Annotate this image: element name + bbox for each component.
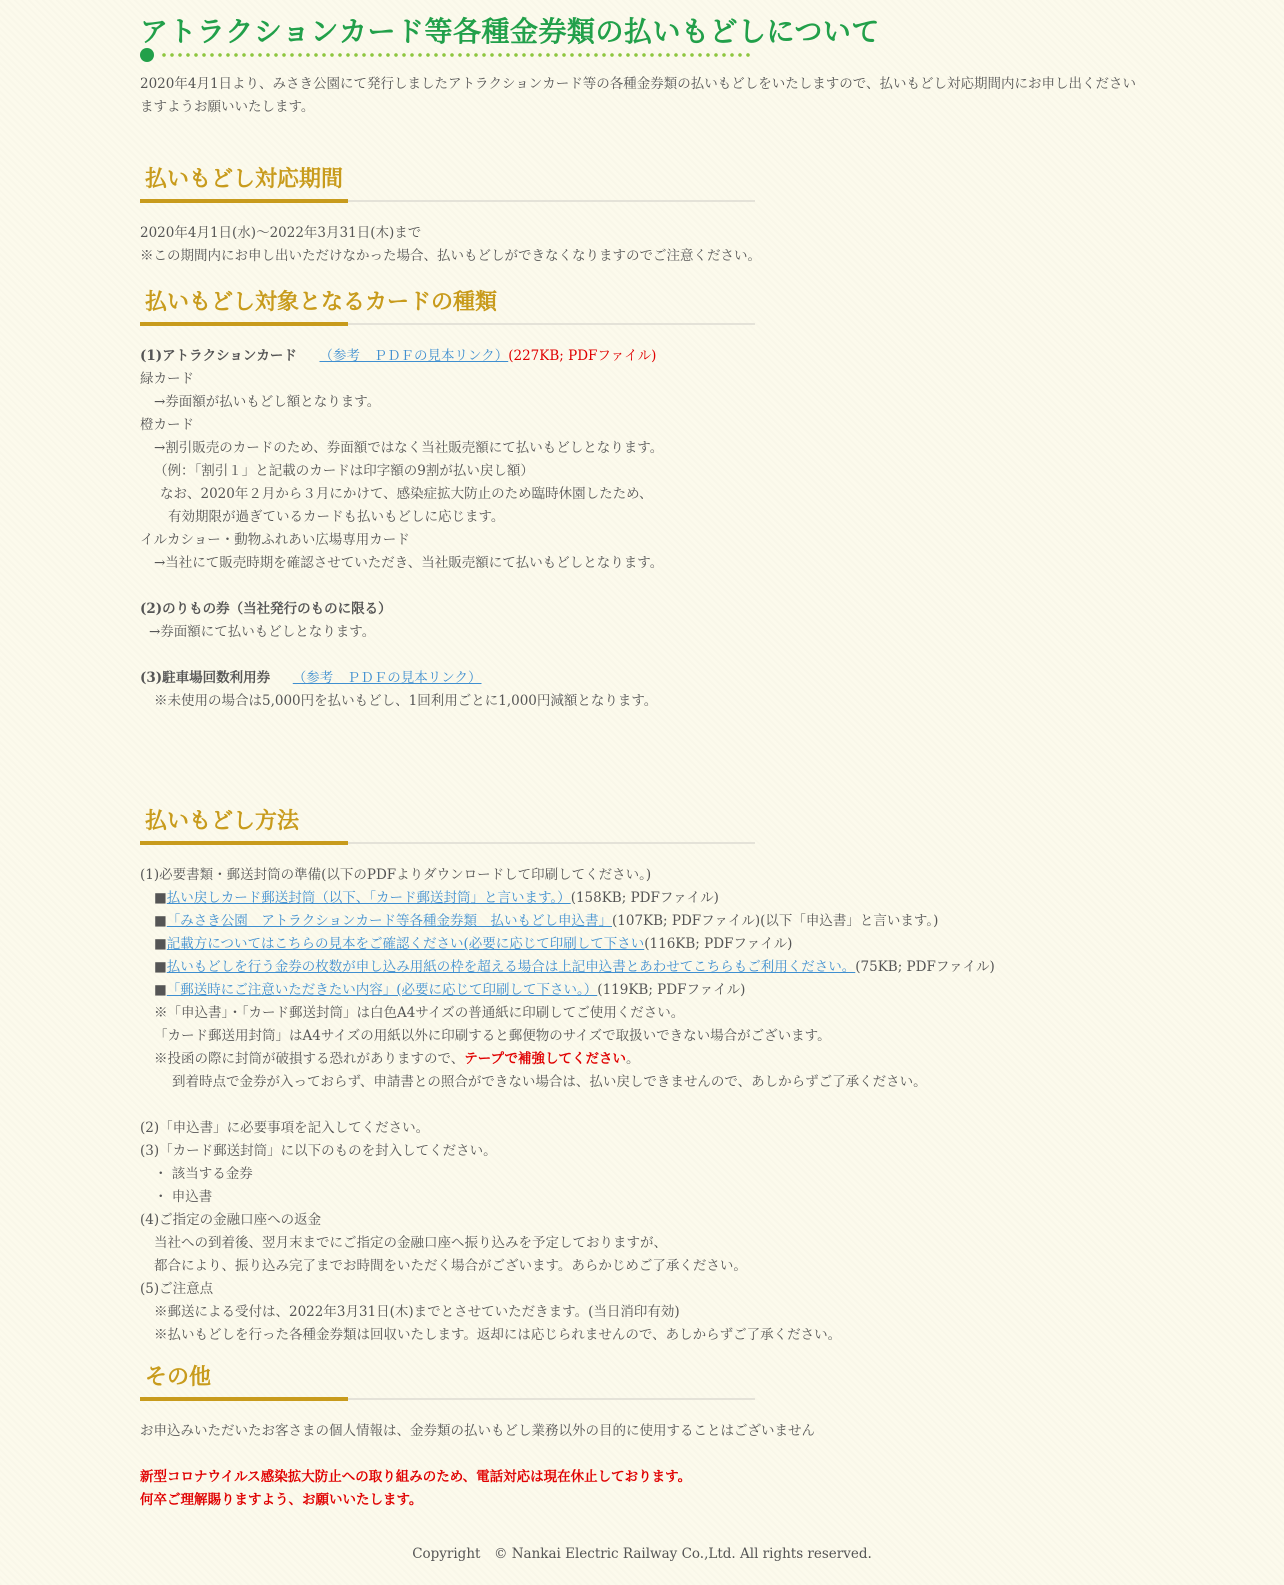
- tape-note-pre: ※投函の際に封筒が破損する恐れがありますので、: [154, 1051, 465, 1067]
- tape-note-emphasis: テープで補強してください: [464, 1051, 626, 1067]
- bullet-icon: ■: [154, 936, 167, 952]
- ride-ticket-desc: →券面額にて払いもどしとなります。: [149, 624, 376, 640]
- method-heading: 払いもどし方法: [145, 809, 300, 834]
- attraction-file-size: (227KB; PDFファイル): [508, 348, 657, 364]
- envelope-file-size: (158KB; PDFファイル): [570, 890, 719, 906]
- bullet-icon: ■: [154, 982, 167, 998]
- dolphin-card-desc: →当社にて販売時期を確認させていただき、当社販売額にて払いもどしとなります。: [154, 555, 664, 571]
- envelope-pdf-link[interactable]: 払い戻しカード郵送封筒（以下、「カード郵送封筒」と言います。）: [166, 890, 571, 906]
- mailing-notes-file-size: (119KB; PDFファイル): [597, 982, 746, 998]
- bullet-icon: ■: [154, 959, 167, 975]
- orange-card-desc: →割引販売のカードのため、券面額ではなく当社販売額にて払いもどしとなります。: [154, 440, 664, 456]
- title-dot-large: [140, 48, 154, 62]
- method-step-2: (2)「申込書」に必要事項を記入してください。: [140, 1120, 430, 1136]
- print-note-1: ※「申込書」・「カード郵送封筒」は白色A4サイズの普通紙に印刷してご使用ください。: [154, 1005, 685, 1021]
- parking-ticket-label: (3)駐車場回数利用券: [140, 670, 271, 686]
- intro-text: 2020年4月1日より、みさき公園にて発行しましたアトラクションカード等の各種金券類の払いもどしをいたしますので、払いもどし対応期間内にお申し出くださいますようお願いいたします。: [140, 76, 1136, 115]
- method-step-3: (3)「カード郵送封筒」に以下のものを封入してください。: [140, 1143, 497, 1159]
- period-dates: 2020年4月1日(水)～2022年3月31日(木)まで: [140, 225, 422, 241]
- attraction-card-row: [140, 345, 1140, 368]
- doc-application-row: [140, 910, 1140, 933]
- orange-card-example: （例：「割引１」と記載のカードは印字額の9割が払い戻し額）: [154, 463, 534, 479]
- extra-sheet-file-size: (75KB; PDFファイル): [855, 959, 995, 975]
- parking-ticket-row: [140, 667, 1140, 690]
- bullet-icon: ■: [154, 913, 167, 929]
- tape-note: [140, 1048, 1140, 1071]
- doc-envelope-row: [140, 887, 1140, 910]
- tape-note-post: 。: [625, 1051, 640, 1067]
- covid-notice-1: 新型コロナウイルス感染拡大防止への取り組みのため、電話対応は現在休止しております。: [140, 1469, 692, 1485]
- refund-note-1: 当社への到着後、翌月末までにご指定の金融口座へ振り込みを予定しておりますが、: [154, 1235, 667, 1251]
- period-heading-rule: [140, 199, 755, 203]
- enclose-item-ticket: ・ 該当する金券: [154, 1166, 253, 1182]
- attraction-sample-link[interactable]: （参考 ＰＤＦの見本リンク）: [319, 348, 509, 364]
- arrival-note: 到着時点で金券が入っておらず、申請書との照合ができない場合は、払い戻しできませんので、あしからずご了承ください。: [172, 1074, 927, 1090]
- method-step-5: (5)ご注意点: [140, 1281, 214, 1297]
- period-section: [140, 163, 1140, 268]
- method-step-4: (4)ご指定の金融口座への返金: [140, 1212, 322, 1228]
- orange-card: 橙カード: [140, 417, 194, 433]
- bullet-icon: ■: [154, 890, 167, 906]
- covid-notice-2: 何卒ご理解賜りますよう、お願いいたします。: [140, 1492, 423, 1508]
- other-heading-rule: [140, 1397, 755, 1401]
- title-dot-divider: [140, 48, 750, 62]
- cards-heading: 払いもどし対象となるカードの種類: [145, 290, 498, 315]
- period-heading: 払いもどし対応期間: [145, 167, 344, 192]
- method-heading-rule: [140, 841, 755, 845]
- ride-ticket-label: (2)のりもの券（当社発行のものに限る）: [140, 601, 392, 617]
- green-card: 緑カード: [140, 371, 194, 387]
- orange-card-note-1: なお、2020年２月から３月にかけて、感染症拡大防止のため臨時休園したため、: [160, 486, 653, 502]
- sample-file-size: (116KB; PDFファイル): [644, 936, 793, 952]
- title-dot-row: [160, 53, 750, 57]
- green-card-desc: →券面額が払いもどし額となります。: [154, 394, 381, 410]
- method-section: [140, 805, 1140, 1347]
- attraction-card-label: (1)アトラクションカード: [140, 348, 297, 364]
- print-note-2: 「カード郵送用封筒」はA4サイズの用紙以外に印刷すると郵便物のサイズで取扱いできない場合がございます。: [154, 1028, 831, 1044]
- page-title: アトラクションカード等各種金券類の払いもどしについて: [140, 15, 880, 48]
- refund-note-2: 都合により、振り込み完了までお時間をいただく場合がございます。あらかじめご了承ください。: [154, 1258, 747, 1274]
- application-file-size: (107KB; PDFファイル)(以下「申込書」と言います。): [612, 913, 939, 929]
- caution-note-1: ※郵送による受付は、2022年3月31日(木)までとさせていただきます。(当日消印有効): [154, 1304, 680, 1320]
- extra-sheet-pdf-link[interactable]: 払いもどしを行う金券の枚数が申し込み用紙の枠を超える場合は上記申込書とあわせてこちらもご利用ください。: [166, 959, 856, 975]
- sample-pdf-link[interactable]: 記載方についてはこちらの見本をご確認ください(必要に応じて印刷して下さい: [166, 936, 645, 952]
- privacy-note: お申込みいただいたお客さまの個人情報は、金券類の払いもどし業務以外の目的に使用することはございません: [140, 1423, 815, 1439]
- other-section: [140, 1361, 1140, 1512]
- method-step-1: (1)必要書類・郵送封筒の準備(以下のPDFよりダウンロードして印刷してください。): [140, 867, 652, 883]
- application-pdf-link[interactable]: 「みさき公園 アトラクションカード等各種金券類 払いもどし申込書」: [166, 913, 612, 929]
- doc-extra-sheet-row: [140, 956, 1140, 979]
- cards-heading-rule: [140, 322, 755, 326]
- doc-mailing-notes-row: [140, 979, 1140, 1002]
- parking-sample-link[interactable]: （参考 ＰＤＦの見本リンク）: [292, 670, 482, 686]
- doc-sample-row: [140, 933, 1140, 956]
- mailing-notes-pdf-link[interactable]: 「郵送時にご注意いただきたい内容」(必要に応じて印刷して下さい。）: [166, 982, 598, 998]
- enclose-item-application: ・ 申込書: [154, 1189, 213, 1205]
- other-heading: その他: [145, 1365, 212, 1390]
- orange-card-note-2: 有効期限が過ぎているカードも払いもどしに応じます。: [168, 509, 505, 525]
- cards-section: [140, 286, 1140, 713]
- dolphin-card: イルカショー・動物ふれあい広場専用カード: [140, 532, 410, 548]
- copyright: Copyright © Nankai Electric Railway Co.,Ltd. All rights reserved.: [412, 1546, 872, 1562]
- period-note: ※この期間内にお申し出いただけなかった場合、払いもどしができなくなりますのでご注意ください。: [140, 248, 761, 264]
- caution-note-2: ※払いもどしを行った各種金券類は回収いたします。返却には応じられませんので、あしからずご了承ください。: [154, 1327, 842, 1343]
- parking-ticket-desc: ※未使用の場合は5,000円を払いもどし、1回利用ごとに1,000円減額となります。: [154, 693, 658, 709]
